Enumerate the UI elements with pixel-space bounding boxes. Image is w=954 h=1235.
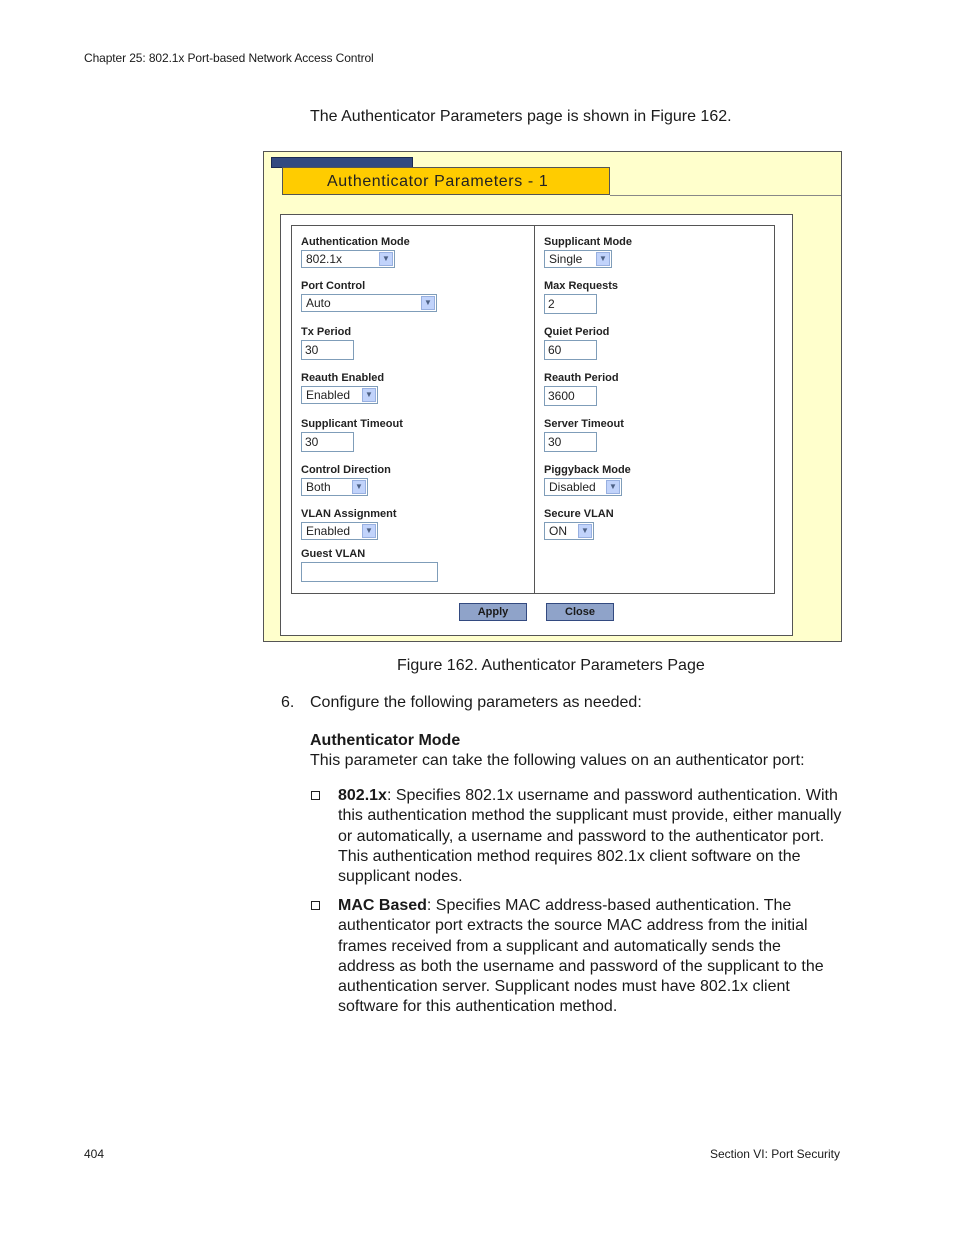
vlan-assignment-label: VLAN Assignment (301, 508, 397, 520)
supplicant-mode-label: Supplicant Mode (544, 236, 632, 248)
piggyback-mode-value: Disabled (549, 480, 596, 494)
control-direction-select[interactable] (301, 478, 368, 496)
port-control-value: Auto (306, 296, 331, 310)
chevron-down-icon[interactable]: ▼ (596, 252, 610, 266)
chevron-down-icon[interactable]: ▼ (578, 524, 592, 538)
piggyback-mode-select[interactable] (544, 478, 622, 496)
port-control-select[interactable] (301, 294, 437, 312)
chevron-down-icon[interactable]: ▼ (606, 480, 620, 494)
control-direction-value: Both (306, 480, 331, 494)
tx-period-input[interactable]: 30 (301, 340, 354, 360)
chevron-down-icon[interactable]: ▼ (379, 252, 393, 266)
quiet-period-input[interactable]: 60 (544, 340, 597, 360)
apply-button[interactable]: Apply (459, 603, 527, 621)
supplicant-mode-value: Single (549, 252, 583, 266)
step-text: Configure the following parameters as needed: (310, 694, 642, 711)
footer-section: Section VI: Port Security (709, 1147, 840, 1161)
quiet-period-label: Quiet Period (544, 326, 610, 338)
figure-authenticator-parameters (263, 151, 842, 642)
section-heading: Authenticator Mode (310, 732, 461, 749)
secure-vlan-select[interactable] (544, 522, 594, 540)
figure-title: Authenticator Parameters - 1 (282, 167, 610, 195)
max-requests-input[interactable]: 2 (544, 294, 597, 314)
control-direction-label: Control Direction (301, 464, 391, 476)
guest-vlan-label: Guest VLAN (301, 548, 366, 560)
secure-vlan-label: Secure VLAN (544, 508, 614, 520)
max-requests-label: Max Requests (544, 280, 618, 292)
supplicant-timeout-input[interactable]: 30 (301, 432, 354, 452)
chevron-down-icon[interactable]: ▼ (421, 296, 435, 310)
auth-mode-label: Authentication Mode (301, 236, 410, 248)
auth-mode-value: 802.1x (306, 252, 343, 266)
figure-caption: Figure 162. Authenticator Parameters Page (397, 657, 705, 674)
reauth-period-label: Reauth Period (544, 372, 619, 384)
reauth-period-input[interactable]: 3600 (544, 386, 597, 406)
server-timeout-label: Server Timeout (544, 418, 624, 430)
form-fields-box (291, 225, 775, 594)
bullet-description: : Specifies 802.1x username and password authentication. With this authentication method the supplicant must provide, either manually or automatically, a username and password to the authenticator port. This authentication method requires 802.1x client software on the supplicant nodes. (338, 787, 842, 886)
close-button[interactable]: Close (546, 603, 614, 621)
tx-period-label: Tx Period (301, 326, 352, 338)
bullet-box-icon (311, 791, 320, 800)
bullet-term: MAC Based (338, 897, 427, 914)
vlan-assignment-value: Enabled (306, 524, 351, 538)
title-rule (610, 195, 841, 196)
intro-text: The Authenticator Parameters page is shown in Figure 162. (310, 108, 732, 125)
section-intro: This parameter can take the following values on an authenticator port: (310, 752, 805, 769)
bullet-item-mac-based (338, 896, 842, 1018)
column-divider (534, 226, 535, 593)
chevron-down-icon[interactable]: ▼ (352, 480, 366, 494)
bullet-item-8021x (338, 786, 842, 887)
guest-vlan-input[interactable] (301, 562, 438, 582)
piggyback-mode-label: Piggyback Mode (544, 464, 631, 476)
step-number: 6. (281, 694, 295, 711)
vlan-assignment-select[interactable] (301, 522, 378, 540)
bullet-box-icon (311, 901, 320, 910)
reauth-enabled-select[interactable] (301, 386, 378, 404)
page-number: 404 (84, 1147, 105, 1161)
reauth-enabled-value: Enabled (306, 388, 351, 402)
chapter-header: Chapter 25: 802.1x Port-based Network Access Control (84, 51, 374, 65)
supplicant-mode-select[interactable] (544, 250, 612, 268)
bullet-description: : Specifies MAC address-based authentication. The authenticator port extracts the source MAC address from the initial frames received from a supplicant and automatically sends the address as both the username and password of the supplicant to the authentication server. Supplicant nodes must have 802.1x client software for this authentication method. (338, 897, 824, 1016)
secure-vlan-value: ON (549, 524, 567, 538)
auth-mode-select[interactable] (301, 250, 395, 268)
form-panel (280, 214, 793, 636)
chevron-down-icon[interactable]: ▼ (362, 524, 376, 538)
supplicant-timeout-label: Supplicant Timeout (301, 418, 403, 430)
port-control-label: Port Control (301, 280, 366, 292)
reauth-enabled-label: Reauth Enabled (301, 372, 385, 384)
bullet-term: 802.1x (338, 787, 387, 804)
chevron-down-icon[interactable]: ▼ (362, 388, 376, 402)
server-timeout-input[interactable]: 30 (544, 432, 597, 452)
